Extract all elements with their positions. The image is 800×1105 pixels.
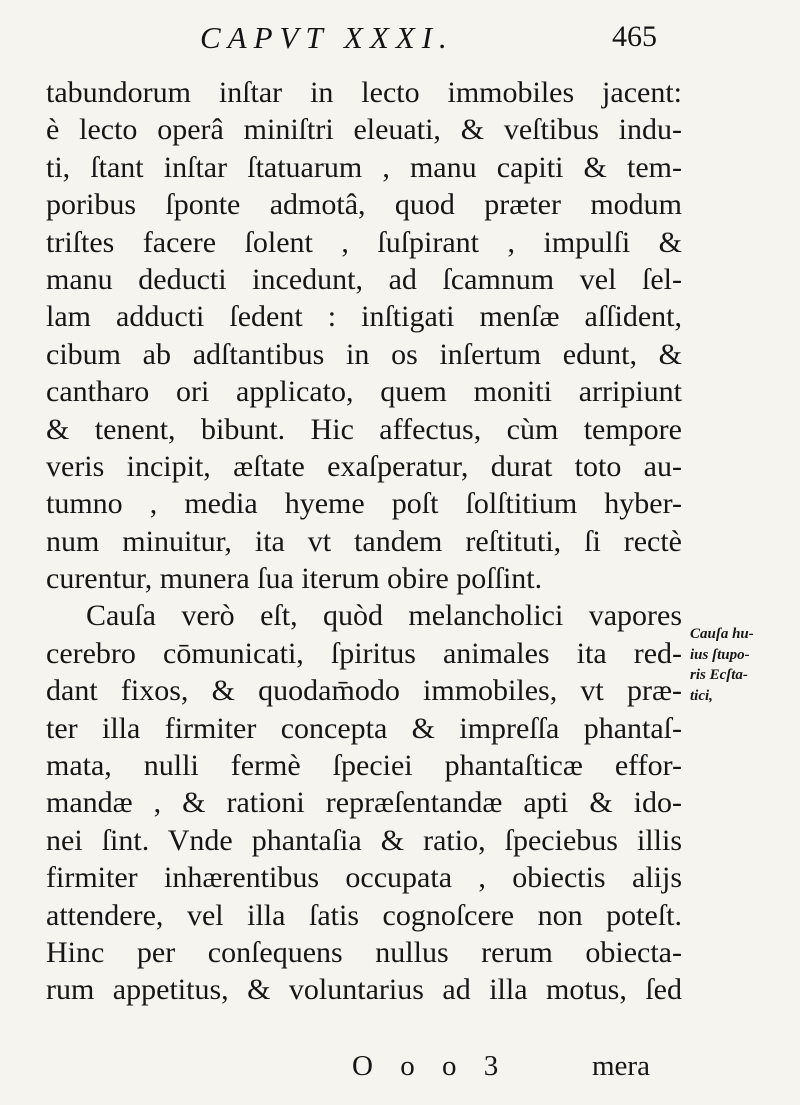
text-line: num minuitur, ita vt tandem reſtituti, ſi rectè <box>46 524 682 558</box>
page-header <box>0 18 800 68</box>
text-line: poribus ſponte admotâ, quod præter modum <box>46 188 682 222</box>
text-line: cantharo ori applicato, quem moniti arripiunt <box>46 375 682 409</box>
marginal-note-line: ris Ecſta- <box>690 667 748 683</box>
text-line: & tenent, bibunt. Hic affectus, cùm tempore <box>46 412 682 446</box>
marginal-note-line: Cauſa hu- <box>690 626 754 642</box>
signature-mark: O o o 3 <box>352 1050 509 1082</box>
text-line: triſtes facere ſolent , ſuſpirant , impulſi & <box>46 225 682 259</box>
text-line: firmiter inhærentibus occupata , obiectis alijs <box>46 861 682 895</box>
text-line: tabundorum inſtar in lecto immobiles jacent: <box>46 76 682 109</box>
text-line: veris incipit, æſtate exaſperatur, durat toto au- <box>46 449 682 483</box>
text-line: tumno , media hyeme poſt ſolſtitium hyber- <box>46 487 682 521</box>
text-line: mandæ , & rationi repræſentandæ apti & ido- <box>46 786 682 820</box>
marginal-note-line: ius ſtupo- <box>690 646 750 663</box>
text-line: cerebro cōmunicati, ſpiritus animales ita red- <box>46 636 682 670</box>
text-line: ti, ſtant inſtar ſtatuarum , manu capiti & tem- <box>46 150 682 184</box>
page-footer <box>0 1050 800 1090</box>
text-line: lam adducti ſedent : inſtigati menſæ aſſident, <box>46 300 682 334</box>
text-line: manu deducti incedunt, ad ſcamnum vel ſel- <box>46 262 682 296</box>
page-number: 465 <box>612 20 657 53</box>
paragraph-first-line: Cauſa verò eſt, quòd melancholici vapores <box>86 599 682 633</box>
text-line: mata, nulli fermè ſpeciei phantaſticæ effor- <box>46 749 682 783</box>
text-line: cibum ab adſtantibus in os inſertum edunt, & <box>46 337 682 371</box>
text-line: nei ſint. Vnde phantaſia & ratio, ſpeciebus illis <box>46 823 682 857</box>
marginal-note-line: tici, <box>690 687 713 704</box>
text-line: dant fixos, & quodam̄odo immobiles, vt præ- <box>46 674 682 708</box>
text-line: è lecto operâ miniſtri eleuati, & veſtibus indu- <box>46 113 682 147</box>
running-head: CAPVT XXXI. <box>200 20 454 55</box>
text-line: Hinc per conſequens nullus rerum obiecta- <box>46 935 682 969</box>
paragraph-last-line: curentur, munera ſua iterum obire poſſint. <box>46 562 543 596</box>
text-line: rum appetitus, & voluntarius ad illa motus, ſed <box>46 973 682 1007</box>
text-line: ter illa firmiter concepta & impreſſa phantaſ- <box>46 711 682 745</box>
marginal-note <box>690 624 790 706</box>
catchword: mera <box>592 1050 650 1082</box>
text-line: attendere, vel illa ſatis cognoſcere non poteſt. <box>46 898 682 932</box>
body-text <box>46 74 682 1009</box>
